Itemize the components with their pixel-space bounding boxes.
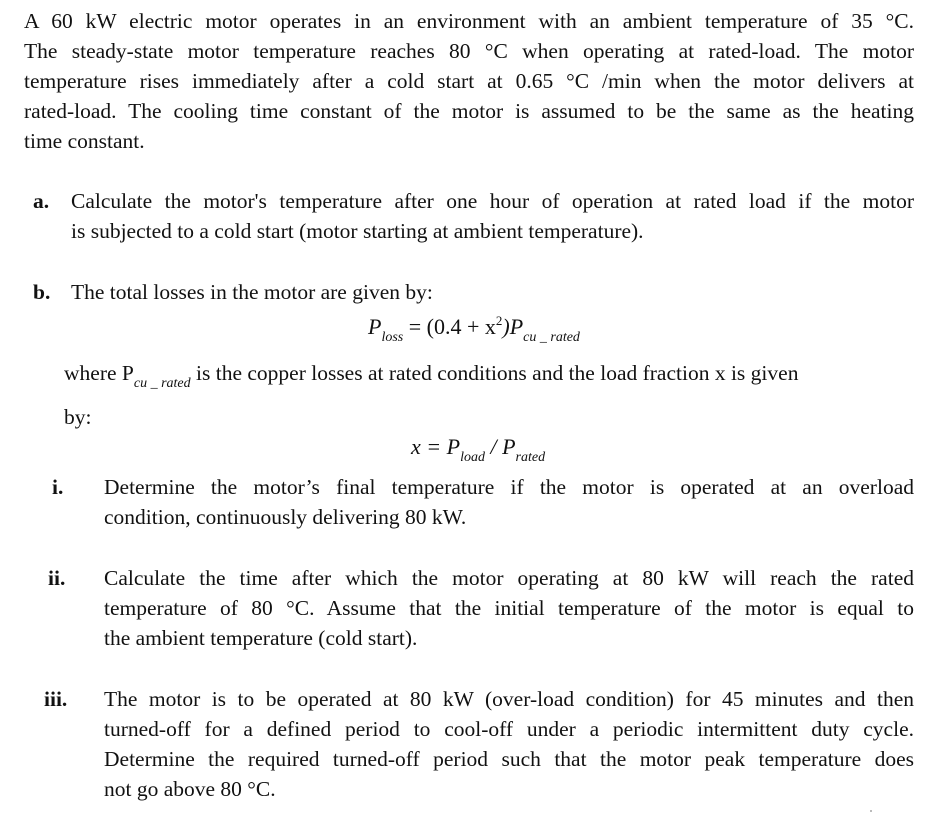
sub-iii-line-1: The motor is to be operated at 80 kW (over-load condition) for 45 minutes and then [104,687,914,711]
sub-iii-line-2: turned-off for a defined period to cool-off under a periodic intermittent duty cycle. [104,717,914,741]
where-pre: where P [64,361,134,385]
intro-line-3: temperature rises immediately after a cold start at 0.65 °C /min when the motor delivers at [24,69,914,93]
where-line [64,358,914,392]
part-a-label: a. [33,189,50,213]
sub-i-line-1: Determine the motor’s final temperature if the motor is operated at an overload [104,475,914,499]
sub-ii-label: ii. [48,566,66,590]
part-a-line-1: Calculate the motor's temperature after one hour of operation at rated load if the motor [71,189,914,213]
load-fraction-equation [411,432,545,466]
sub-iii-line-3: Determine the required turned-off period such that the motor peak temperature does [104,747,914,771]
eq2-lhs: x = P [411,434,461,459]
intro-line-5: time constant. [24,129,145,153]
eq1-rhs-sub: cu _ rated [523,330,580,345]
scan-speck [870,810,872,812]
where-post: is the copper losses at rated conditions and the load fraction x is given [196,361,799,385]
loss-equation [368,312,580,346]
intro-line-2: The steady-state motor temperature reaches 80 °C when operating at rated-load. The motor [24,39,914,63]
sub-i-label: i. [52,475,64,499]
eq2-mid: / P [484,434,516,459]
sub-iii-label: iii. [44,687,68,711]
eq1-lhs: P [368,314,382,339]
eq2-sub2: rated [515,450,546,465]
sub-ii-line-2: temperature of 80 °C. Assume that the initial temperature of the motor is equal to [104,596,914,620]
part-b-label: b. [33,280,51,304]
where-end: by: [64,405,92,429]
eq1-lhs-sub: loss [381,330,404,345]
eq1-rhs-close: )P [502,314,524,339]
eq1-rhs-sup: 2 [495,313,503,328]
part-a-line-2: is subjected to a cold start (motor starting at ambient temperature). [71,219,644,243]
sub-ii-line-3: the ambient temperature (cold start). [104,626,418,650]
intro-line-4: rated-load. The cooling time constant of the motor is assumed to be the same as the heating [24,99,914,123]
eq1-rhs-open: = (0.4 + x [408,314,496,339]
sub-iii-line-4: not go above 80 °C. [104,777,276,801]
sub-i-line-2: condition, continuously delivering 80 kW. [104,505,467,529]
part-b-intro: The total losses in the motor are given by: [71,280,433,304]
eq2-sub1: load [460,450,485,465]
sub-ii-line-1: Calculate the time after which the motor operating at 80 kW will reach the rated [104,566,914,590]
where-sub: cu _ rated [133,376,191,391]
intro-line-1: A 60 kW electric motor operates in an environment with an ambient temperature of 35 °C. [24,9,914,33]
